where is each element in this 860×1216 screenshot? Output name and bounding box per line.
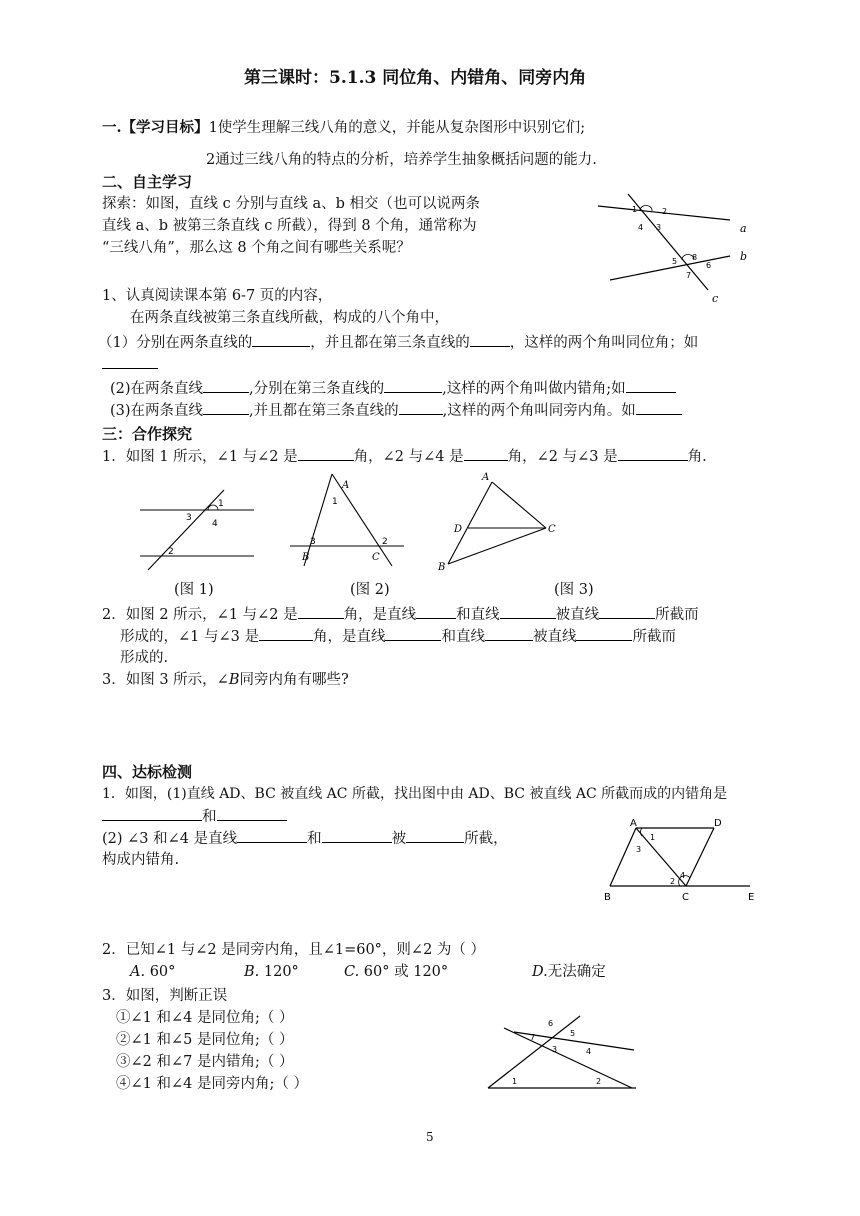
check-question-1-part2 — [102, 828, 508, 849]
vertex-label: A — [630, 818, 637, 829]
answer-blank[interactable] — [618, 446, 688, 461]
answer-blank[interactable] — [203, 400, 249, 415]
angle-label: 6 — [706, 261, 712, 270]
check-question-3: 3．如图，判断正误 — [102, 988, 228, 1004]
problem-2-line2 — [120, 626, 676, 647]
answer-blank[interactable] — [102, 354, 158, 369]
angle-label: 1 — [512, 1077, 518, 1086]
answer-blank[interactable] — [298, 446, 354, 461]
angle-label: 3 — [310, 537, 316, 547]
angle-label: 2 — [382, 537, 388, 547]
angle-label: 1 — [218, 499, 224, 509]
q1-text-b: ，并且都在第三条直线的 — [310, 335, 470, 351]
angle-label: 1 — [650, 833, 656, 842]
q1-2-text-a: (2) ∠3 和∠4 是直线 — [102, 831, 238, 847]
answer-blank[interactable] — [406, 828, 464, 843]
figure-2-caption: (图 2) — [350, 582, 390, 598]
q3-text-a: (3)在两条直线 — [110, 403, 204, 419]
vertex-label: C — [682, 892, 689, 903]
p1-text-b: 角，∠2 与∠4 是 — [353, 449, 464, 465]
answer-blank[interactable] — [252, 332, 310, 347]
problem-3-line — [102, 670, 349, 690]
q1-2-text-c: 被 — [391, 831, 407, 847]
section4-heading: 四、达标检测 — [102, 763, 193, 781]
p2-text-i: 被直线 — [532, 629, 577, 645]
line-c-label: c — [712, 292, 719, 305]
option-a-label: A. — [130, 964, 146, 980]
q2-text-c: ,这样的两个角叫做内错角;如 — [442, 381, 626, 397]
figure-3-caption: (图 3) — [554, 582, 594, 598]
p3-angle-b: B — [228, 672, 240, 688]
judge-item-3[interactable]: ③∠2 和∠7 是内错角;（ ） — [116, 1054, 294, 1070]
problem-2-line3: 形成的. — [120, 650, 169, 666]
check-question-2: 2．已知∠1 与∠2 是同旁内角，且∠1=60°，则∠2 为（ ） — [102, 942, 486, 958]
question-1-line — [98, 332, 698, 353]
check-question-1: 1．如图，(1)直线 AD、BC 被直线 AC 所截，找出图中由 AD、BC 被直线 AC 所截而成的内错角是 — [102, 786, 728, 802]
page-number: 5 — [426, 1130, 434, 1144]
answer-blank[interactable] — [384, 378, 442, 393]
vertex-label: D — [454, 524, 463, 535]
p1-text-c: 角，∠2 与∠3 是 — [507, 449, 618, 465]
goal-2: 2通过三线八角的特点的分析，培养学生抽象概括问题的能力. — [206, 152, 597, 168]
answer-blank[interactable] — [416, 604, 456, 619]
answer-blank[interactable] — [576, 626, 632, 641]
answer-blank[interactable] — [237, 828, 307, 843]
p2-text-g: 角，是直线 — [312, 629, 386, 645]
answer-blank[interactable] — [102, 806, 202, 821]
answer-blank[interactable] — [217, 806, 287, 821]
answer-blank[interactable] — [399, 400, 443, 415]
figure-3 — [434, 468, 564, 572]
answer-blank[interactable] — [626, 378, 676, 393]
angle-label: 8 — [692, 253, 698, 262]
angle-label: 3 — [656, 223, 662, 232]
q1-and: 和 — [202, 809, 217, 825]
angle-label: 1 — [632, 205, 638, 214]
p2-text-c: 和直线 — [456, 607, 500, 623]
option-d-label: D. — [532, 964, 548, 980]
q1-2-text-b: 和 — [307, 831, 322, 847]
intro-line: 在两条直线被第三条直线所截，构成的八个角中， — [130, 310, 449, 326]
option-b[interactable]: 120° — [259, 964, 299, 980]
figure-triangle — [484, 1010, 644, 1094]
option-a[interactable]: 60° — [145, 964, 176, 980]
question-2-option-c — [344, 962, 448, 982]
vertex-label: C — [372, 552, 380, 563]
figure-parallelogram — [600, 814, 770, 906]
p2-text-h: 和直线 — [441, 629, 485, 645]
angle-label: 7 — [686, 271, 692, 280]
page-title: 第三课时：5.1.3 同位角、内错角、同旁内角 — [244, 68, 587, 88]
p1-text-a: 1．如图 1 所示，∠1 与∠2 是 — [102, 449, 298, 465]
answer-blank[interactable] — [470, 332, 510, 347]
q3-text-b: ,并且都在第三条直线的 — [249, 403, 399, 419]
judge-item-2[interactable]: ②∠1 和∠5 是同位角;（ ） — [116, 1032, 294, 1048]
line-b-label: b — [740, 250, 748, 263]
answer-blank[interactable] — [203, 378, 249, 393]
option-c[interactable]: 60° 或 120° — [359, 964, 449, 980]
answer-blank[interactable] — [464, 446, 508, 461]
problem-1-line — [102, 446, 707, 467]
figure-three-lines — [590, 190, 760, 305]
angle-label: 6 — [548, 1019, 554, 1028]
p2-text-a: 2．如图 2 所示，∠1 与∠2 是 — [102, 607, 298, 623]
explore-line3: “三线八角”，那么这 8 个角之间有哪些关系呢？ — [102, 240, 411, 256]
angle-label: 2 — [662, 207, 668, 216]
vertex-label: C — [548, 524, 556, 535]
section2-heading: 二、自主学习 — [102, 173, 193, 191]
option-d[interactable]: 无法确定 — [547, 964, 606, 980]
question-2-option-d — [532, 962, 606, 982]
angle-label: 2 — [596, 1077, 602, 1086]
learning-goals-line1 — [102, 118, 585, 138]
q1-text-a: （1）分别在两条直线的 — [98, 335, 253, 351]
vertex-label: B — [302, 552, 310, 563]
answer-blank[interactable] — [322, 828, 392, 843]
q1-text-c: ，这样的两个角叫同位角；如 — [509, 335, 699, 351]
question-2-line — [110, 378, 676, 399]
read-instruction: 1、认真阅读课本第 6-7 页的内容， — [102, 288, 333, 304]
angle-label: 4 — [638, 223, 644, 232]
problem-2-line1 — [102, 604, 699, 625]
q1-2-text-d: 所截， — [464, 831, 508, 847]
p2-text-b: 角，是直线 — [343, 607, 417, 623]
check-question-1-blanks — [102, 806, 287, 827]
figure-2 — [288, 470, 408, 570]
angle-label: 7 — [530, 1033, 536, 1042]
angle-label: 4 — [212, 519, 218, 529]
question-2-option-b — [244, 962, 299, 982]
p2-text-j: 所截而 — [632, 629, 676, 645]
vertex-label: A — [482, 472, 490, 483]
question-2-options — [130, 962, 175, 982]
check-question-1-part2-end: 构成内错角. — [102, 852, 180, 868]
figure-1 — [138, 486, 258, 576]
p3-text-a: 3．如图 3 所示，∠ — [102, 672, 229, 688]
q2-text-b: ,分别在第三条直线的 — [249, 381, 385, 397]
angle-label: 3 — [552, 1045, 558, 1054]
angle-label: 2 — [670, 877, 676, 886]
vertex-label: D — [714, 818, 722, 829]
p2-text-e: 所截而 — [655, 607, 699, 623]
p2-text-d: 被直线 — [555, 607, 600, 623]
p1-text-d: 角. — [687, 449, 707, 465]
answer-blank[interactable] — [636, 400, 682, 415]
vertex-label: B — [604, 892, 611, 903]
p2-text-f: 形成的，∠1 与∠3 是 — [120, 629, 259, 645]
option-c-label: C. — [344, 964, 360, 980]
section1-heading: 一.【学习目标】 — [102, 119, 209, 136]
figure-1-caption: (图 1) — [174, 582, 214, 598]
p3-text-c: 同旁内角有哪些? — [239, 672, 349, 688]
angle-label: 5 — [672, 257, 678, 266]
answer-blank[interactable] — [385, 626, 441, 641]
explore-line1: 探索：如图，直线 c 分别与直线 a、b 相交（也可以说两条 — [102, 196, 480, 212]
line-a-label: a — [740, 222, 747, 235]
vertex-label: A — [342, 480, 350, 491]
answer-blank[interactable] — [599, 604, 655, 619]
angle-label: 1 — [332, 497, 338, 507]
explore-line2: 直线 a、b 被第三条直线 c 所截），得到 8 个角，通常称为 — [102, 218, 477, 234]
question-3-line — [110, 400, 682, 421]
q3-text-c: ,这样的两个角叫同旁内角。如 — [442, 403, 636, 419]
answer-blank[interactable] — [298, 604, 344, 619]
q2-text-a: (2)在两条直线 — [110, 381, 204, 397]
vertex-label: E — [748, 892, 755, 903]
answer-blank[interactable] — [485, 626, 533, 641]
angle-label: 2 — [168, 547, 174, 557]
answer-blank[interactable] — [500, 604, 556, 619]
judge-item-4[interactable]: ④∠1 和∠4 是同旁内角;（ ） — [116, 1076, 308, 1092]
angle-label: 3 — [186, 513, 192, 523]
vertex-label: B — [438, 562, 446, 572]
angle-label: 4 — [680, 871, 686, 880]
angle-label: 4 — [586, 1047, 592, 1056]
angle-label: 3 — [636, 845, 642, 854]
goal-1: 1使学生理解三线八角的意义，并能从复杂图形中识别它们; — [208, 120, 586, 136]
question-1-continuation — [102, 354, 158, 375]
option-b-label: B. — [244, 964, 260, 980]
section3-heading: 三：合作探究 — [102, 425, 193, 443]
judge-item-1[interactable]: ①∠1 和∠4 是同位角;（ ） — [116, 1010, 294, 1026]
answer-blank[interactable] — [259, 626, 313, 641]
angle-label: 5 — [570, 1029, 576, 1038]
